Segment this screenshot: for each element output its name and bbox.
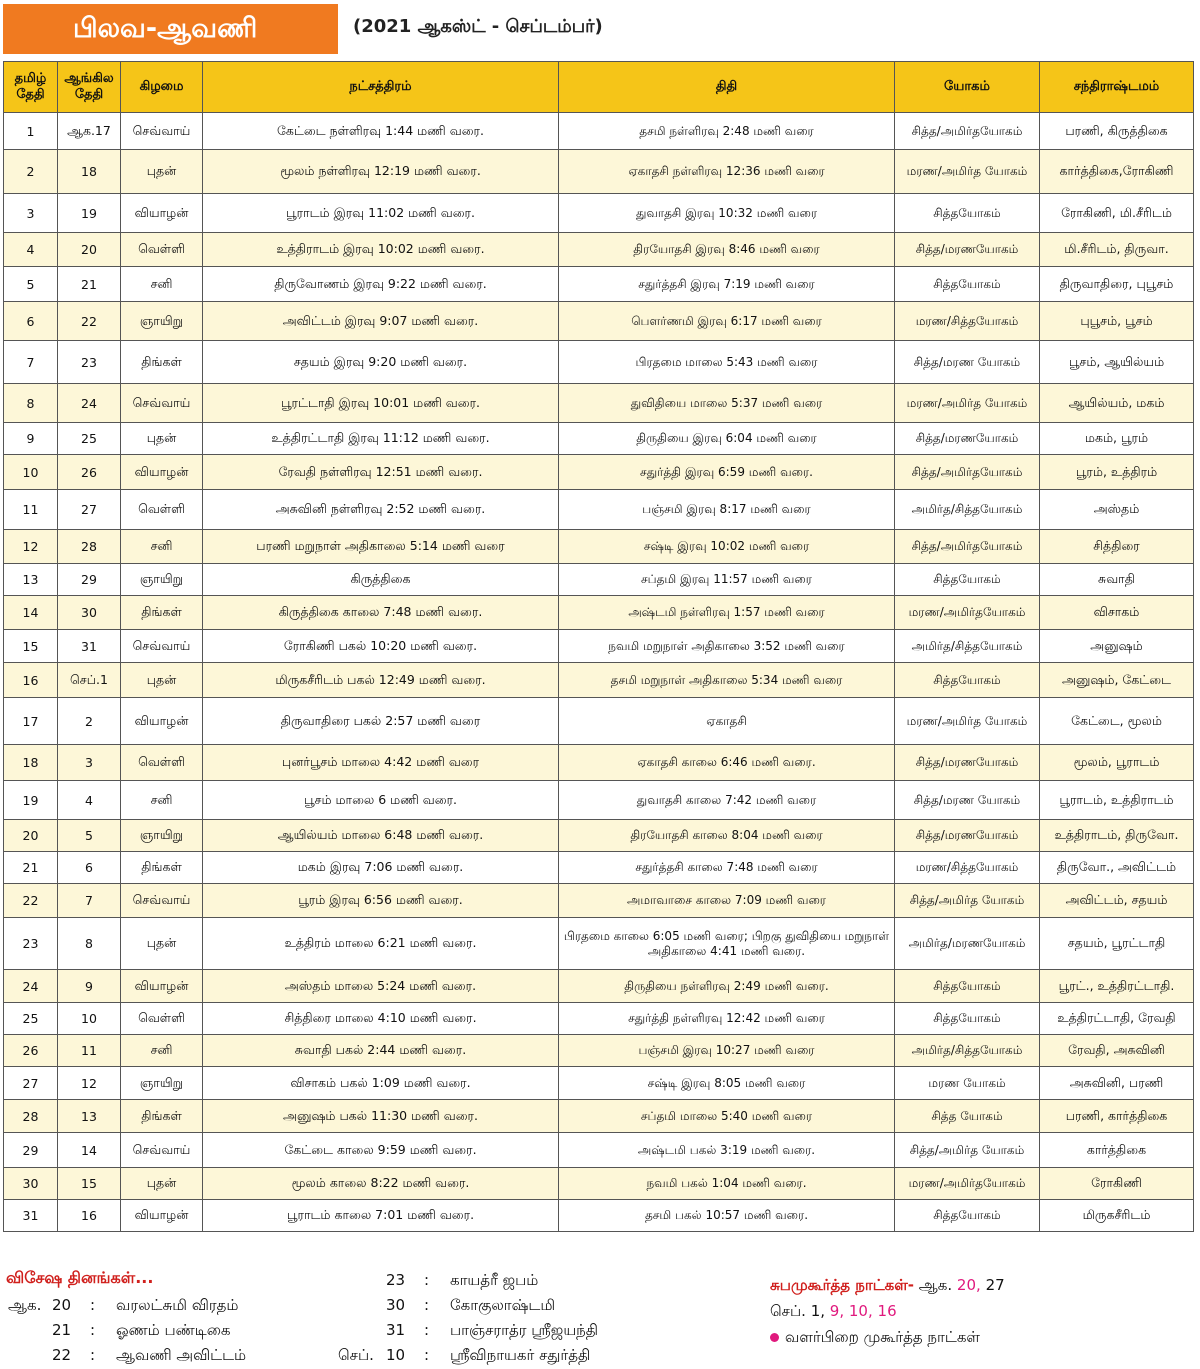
tamil-date-cell: 31: [4, 1200, 58, 1232]
yogam-cell: மரண/சித்தயோகம்: [895, 302, 1040, 341]
english-date-cell: ஆக.17: [58, 113, 121, 150]
english-date-cell: 2: [58, 698, 121, 745]
table-row: [4, 423, 1194, 455]
special-day-event: ஸ்ரீவிநாயகர் சதுர்த்தி: [450, 1346, 591, 1364]
tithi-cell: பஞ்சமி இரவு 10:27 மணி வரை: [559, 1035, 895, 1067]
weekday-cell: திங்கள்: [121, 852, 203, 884]
chandrashtamam-cell: அனுஷம், கேட்டை: [1040, 663, 1194, 698]
tithi-cell: பௌர்ணமி இரவு 6:17 மணி வரை: [559, 302, 895, 341]
tithi-cell: ஏகாதசி காலை 6:46 மணி வரை.: [559, 745, 895, 781]
nakshatra-cell: மூலம் நள்ளிரவு 12:19 மணி வரை.: [203, 150, 559, 194]
yogam-cell: அமிர்த/சித்தயோகம்: [895, 630, 1040, 663]
table-row: [4, 1003, 1194, 1035]
tithi-cell: துவிதியை மாலை 5:37 மணி வரை: [559, 384, 895, 423]
tithi-cell: ஏகாதசி: [559, 698, 895, 745]
nakshatra-cell: மகம் இரவு 7:06 மணி வரை.: [203, 852, 559, 884]
weekday-cell: வெள்ளி: [121, 490, 203, 530]
muhurtham-line-sep: [770, 1302, 897, 1322]
yogam-cell: சித்த/மரணயோகம்: [895, 423, 1040, 455]
tamil-date-cell: 26: [4, 1035, 58, 1067]
tithi-cell: திரயோதசி இரவு 8:46 மணி வரை: [559, 233, 895, 267]
tithi-cell: பஞ்சமி இரவு 8:17 மணி வரை: [559, 490, 895, 530]
chandrashtamam-cell: சுவாதி: [1040, 564, 1194, 596]
special-day-event: ஓணம் பண்டிகை: [116, 1321, 231, 1339]
weekday-cell: புதன்: [121, 150, 203, 194]
table-row: [4, 918, 1194, 970]
tithi-cell: அமாவாசை காலை 7:09 மணி வரை: [559, 884, 895, 918]
yogam-cell: சித்த/அமிர்த யோகம்: [895, 1133, 1040, 1168]
yogam-cell: சித்த/மரணயோகம்: [895, 745, 1040, 781]
tamil-date-cell: 19: [4, 781, 58, 820]
english-date-cell: 10: [58, 1003, 121, 1035]
special-day-event: பாஞ்சராத்ர ஸ்ரீஜயந்தி: [450, 1321, 599, 1339]
table-row: [4, 698, 1194, 745]
table-row: [4, 302, 1194, 341]
special-day-event: கோகுலாஷ்டமி: [450, 1296, 556, 1314]
table-row: [4, 781, 1194, 820]
english-date-cell: 6: [58, 852, 121, 884]
weekday-cell: வியாழன்: [121, 698, 203, 745]
tithi-cell: சதுர்த்தி நள்ளிரவு 12:42 மணி வரை: [559, 1003, 895, 1035]
chandrashtamam-cell: சித்திரை: [1040, 530, 1194, 564]
yogam-cell: சித்தயோகம்: [895, 267, 1040, 302]
muhurtham-line-aug: [770, 1276, 1005, 1296]
chandrashtamam-cell: புபூசம், பூசம்: [1040, 302, 1194, 341]
yogam-cell: சித்தயோகம்: [895, 1003, 1040, 1035]
english-date-cell: 15: [58, 1168, 121, 1200]
yogam-cell: அமிர்த/சித்தயோகம்: [895, 490, 1040, 530]
table-row: [4, 1200, 1194, 1232]
tithi-cell: சப்தமி மாலை 5:40 மணி வரை: [559, 1100, 895, 1133]
table-row: [4, 1100, 1194, 1133]
tamil-date-cell: 12: [4, 530, 58, 564]
weekday-cell: வெள்ளி: [121, 745, 203, 781]
muhurtham-legend-text: வளர்பிறை முகூர்த்த நாட்கள்: [785, 1328, 980, 1346]
tamil-date-cell: 24: [4, 970, 58, 1003]
chandrashtamam-cell: மூலம், பூராடம்: [1040, 745, 1194, 781]
nakshatra-cell: பூரம் இரவு 6:56 மணி வரை.: [203, 884, 559, 918]
weekday-cell: சனி: [121, 1035, 203, 1067]
table-row: [4, 194, 1194, 233]
weekday-cell: செவ்வாய்: [121, 113, 203, 150]
yogam-cell: மரண/அமிர்த யோகம்: [895, 698, 1040, 745]
tamil-date-cell: 5: [4, 267, 58, 302]
english-date-cell: 7: [58, 884, 121, 918]
col-header-weekday: கிழமை: [121, 62, 203, 113]
nakshatra-cell: கேட்டை காலை 9:59 மணி வரை.: [203, 1133, 559, 1168]
chandrashtamam-cell: ரேவதி, அசுவினி: [1040, 1035, 1194, 1067]
tamil-date-cell: 13: [4, 564, 58, 596]
separator: :: [90, 1296, 96, 1314]
chandrashtamam-cell: அவிட்டம், சதயம்: [1040, 884, 1194, 918]
tamil-date-cell: 7: [4, 341, 58, 384]
separator: :: [424, 1271, 430, 1289]
english-date-cell: 20: [58, 233, 121, 267]
tithi-cell: தசமி மறுநாள் அதிகாலை 5:34 மணி வரை: [559, 663, 895, 698]
footer: [0, 1262, 1200, 1369]
nakshatra-cell: பரணி மறுநாள் அதிகாலை 5:14 மணி வரை: [203, 530, 559, 564]
nakshatra-cell: விசாகம் பகல் 1:09 மணி வரை.: [203, 1067, 559, 1100]
weekday-cell: செவ்வாய்: [121, 384, 203, 423]
english-date-cell: 31: [58, 630, 121, 663]
table-row: [4, 384, 1194, 423]
muhurtham-date: 27: [985, 1276, 1005, 1294]
tamil-date-cell: 11: [4, 490, 58, 530]
muhurtham-date: 9,: [829, 1302, 845, 1320]
yogam-cell: மரண யோகம்: [895, 1067, 1040, 1100]
separator: :: [424, 1346, 430, 1364]
english-date-cell: 11: [58, 1035, 121, 1067]
tithi-cell: நவமி பகல் 1:04 மணி வரை.: [559, 1168, 895, 1200]
weekday-cell: வியாழன்: [121, 455, 203, 490]
tithi-cell: சஷ்டி இரவு 8:05 மணி வரை: [559, 1067, 895, 1100]
table-row: [4, 233, 1194, 267]
muhurtham-sep-label: செப்.: [770, 1302, 806, 1320]
chandrashtamam-cell: சதயம், பூரட்டாதி: [1040, 918, 1194, 970]
nakshatra-cell: பூராடம் இரவு 11:02 மணி வரை.: [203, 194, 559, 233]
chandrashtamam-cell: அஸ்தம்: [1040, 490, 1194, 530]
weekday-cell: திங்கள்: [121, 341, 203, 384]
separator: :: [90, 1346, 96, 1364]
weekday-cell: புதன்: [121, 663, 203, 698]
nakshatra-cell: கிருத்திகை காலை 7:48 மணி வரை.: [203, 596, 559, 630]
col-header-yogam: யோகம்: [895, 62, 1040, 113]
tithi-cell: நவமி மறுநாள் அதிகாலை 3:52 மணி வரை: [559, 630, 895, 663]
special-day-event: வரலட்சுமி விரதம்: [116, 1296, 239, 1314]
table-row: [4, 530, 1194, 564]
weekday-cell: செவ்வாய்: [121, 630, 203, 663]
table-row: [4, 970, 1194, 1003]
tamil-date-cell: 18: [4, 745, 58, 781]
nakshatra-cell: கிருத்திகை: [203, 564, 559, 596]
english-date-cell: 26: [58, 455, 121, 490]
tamil-date-cell: 8: [4, 384, 58, 423]
weekday-cell: திங்கள்: [121, 1100, 203, 1133]
tamil-date-cell: 10: [4, 455, 58, 490]
tithi-cell: சதுர்த்தசி காலை 7:48 மணி வரை: [559, 852, 895, 884]
col-header-tithi: திதி: [559, 62, 895, 113]
table-row: [4, 490, 1194, 530]
weekday-cell: ஞாயிறு: [121, 1067, 203, 1100]
weekday-cell: வியாழன்: [121, 1200, 203, 1232]
aug-label: ஆக.: [8, 1296, 42, 1314]
nakshatra-cell: மூலம் காலை 8:22 மணி வரை.: [203, 1168, 559, 1200]
yogam-cell: மரண/அமிர்த யோகம்: [895, 150, 1040, 194]
tamil-date-cell: 3: [4, 194, 58, 233]
tithi-cell: திரயோதசி காலை 8:04 மணி வரை: [559, 820, 895, 852]
nakshatra-cell: மிருகசீரிடம் பகல் 12:49 மணி வரை.: [203, 663, 559, 698]
english-date-cell: 30: [58, 596, 121, 630]
special-day-date: 30: [386, 1296, 406, 1314]
tamil-date-cell: 16: [4, 663, 58, 698]
english-date-cell: 21: [58, 267, 121, 302]
tithi-cell: அஷ்டமி பகல் 3:19 மணி வரை.: [559, 1133, 895, 1168]
tithi-cell: சஷ்டி இரவு 10:02 மணி வரை: [559, 530, 895, 564]
tamil-date-cell: 4: [4, 233, 58, 267]
table-row: [4, 341, 1194, 384]
yogam-cell: சித்தயோகம்: [895, 194, 1040, 233]
table-header-row: [4, 62, 1194, 113]
yogam-cell: சித்த/மரணயோகம்: [895, 233, 1040, 267]
yogam-cell: அமிர்த/சித்தயோகம்: [895, 1035, 1040, 1067]
english-date-cell: 18: [58, 150, 121, 194]
tamil-date-cell: 20: [4, 820, 58, 852]
weekday-cell: வெள்ளி: [121, 233, 203, 267]
page-subtitle: (2021 ஆகஸ்ட் - செப்டம்பர்): [353, 16, 603, 37]
tithi-cell: ஏகாதசி நள்ளிரவு 12:36 மணி வரை: [559, 150, 895, 194]
yogam-cell: மரண/சித்தயோகம்: [895, 852, 1040, 884]
page-title: பிலவ-ஆவணி: [3, 4, 338, 54]
english-date-cell: 27: [58, 490, 121, 530]
chandrashtamam-cell: விசாகம்: [1040, 596, 1194, 630]
weekday-cell: புதன்: [121, 1168, 203, 1200]
yogam-cell: சித்த/அமிர்தயோகம்: [895, 113, 1040, 150]
table-row: [4, 113, 1194, 150]
chandrashtamam-cell: கார்த்திகை,ரோகிணி: [1040, 150, 1194, 194]
tamil-date-cell: 28: [4, 1100, 58, 1133]
table-row: [4, 820, 1194, 852]
nakshatra-cell: பூராடம் காலை 7:01 மணி வரை.: [203, 1200, 559, 1232]
muhurtham-date: 20,: [956, 1276, 981, 1294]
yogam-cell: சித்தயோகம்: [895, 564, 1040, 596]
weekday-cell: ஞாயிறு: [121, 564, 203, 596]
tithi-cell: அஷ்டமி நள்ளிரவு 1:57 மணி வரை: [559, 596, 895, 630]
english-date-cell: 25: [58, 423, 121, 455]
col-header-english-date: ஆங்கில தேதி: [58, 62, 121, 113]
special-day-date: 31: [386, 1321, 406, 1339]
chandrashtamam-cell: ரோகிணி: [1040, 1168, 1194, 1200]
chandrashtamam-cell: அனுஷம்: [1040, 630, 1194, 663]
yogam-cell: சித்த/அமிர்தயோகம்: [895, 530, 1040, 564]
special-day-event: காயத்ரீ ஜபம்: [450, 1271, 539, 1289]
separator: :: [424, 1296, 430, 1314]
chandrashtamam-cell: திருவோ., அவிட்டம்: [1040, 852, 1194, 884]
table-row: [4, 1168, 1194, 1200]
tamil-date-cell: 23: [4, 918, 58, 970]
tithi-cell: தசமி பகல் 10:57 மணி வரை.: [559, 1200, 895, 1232]
tamil-date-cell: 29: [4, 1133, 58, 1168]
tamil-date-cell: 1: [4, 113, 58, 150]
chandrashtamam-cell: ஆயில்யம், மகம்: [1040, 384, 1194, 423]
weekday-cell: சனி: [121, 530, 203, 564]
tamil-date-cell: 9: [4, 423, 58, 455]
table-row: [4, 1067, 1194, 1100]
weekday-cell: வெள்ளி: [121, 1003, 203, 1035]
sep-label: செப்.: [338, 1346, 374, 1364]
chandrashtamam-cell: மிருகசீரிடம்: [1040, 1200, 1194, 1232]
tamil-date-cell: 21: [4, 852, 58, 884]
tamil-date-cell: 30: [4, 1168, 58, 1200]
nakshatra-cell: அஸ்தம் மாலை 5:24 மணி வரை.: [203, 970, 559, 1003]
english-date-cell: 28: [58, 530, 121, 564]
nakshatra-cell: கேட்டை நள்ளிரவு 1:44 மணி வரை.: [203, 113, 559, 150]
tithi-cell: துவாதசி காலை 7:42 மணி வரை: [559, 781, 895, 820]
special-day-date: 10: [386, 1346, 406, 1364]
english-date-cell: 24: [58, 384, 121, 423]
table-row: [4, 852, 1194, 884]
chandrashtamam-cell: உத்திரட்டாதி, ரேவதி: [1040, 1003, 1194, 1035]
yogam-cell: சித்த/அமிர்தயோகம்: [895, 455, 1040, 490]
english-date-cell: செப்.1: [58, 663, 121, 698]
special-day-date: 23: [386, 1271, 406, 1289]
tithi-cell: சதுர்த்தி இரவு 6:59 மணி வரை.: [559, 455, 895, 490]
chandrashtamam-cell: பூரம், உத்திரம்: [1040, 455, 1194, 490]
chandrashtamam-cell: பரணி, கிருத்திகை: [1040, 113, 1194, 150]
table-row: [4, 884, 1194, 918]
english-date-cell: 9: [58, 970, 121, 1003]
col-header-nakshatra: நட்சத்திரம்: [203, 62, 559, 113]
muhurtham-date: 16: [877, 1302, 897, 1320]
nakshatra-cell: உத்திரட்டாதி இரவு 11:12 மணி வரை.: [203, 423, 559, 455]
weekday-cell: ஞாயிறு: [121, 302, 203, 341]
table-row: [4, 267, 1194, 302]
nakshatra-cell: திருவோணம் இரவு 9:22 மணி வரை.: [203, 267, 559, 302]
tithi-cell: பிரதமை மாலை 5:43 மணி வரை: [559, 341, 895, 384]
weekday-cell: சனி: [121, 781, 203, 820]
nakshatra-cell: அவிட்டம் இரவு 9:07 மணி வரை.: [203, 302, 559, 341]
weekday-cell: சனி: [121, 267, 203, 302]
yogam-cell: சித்த/மரண யோகம்: [895, 781, 1040, 820]
chandrashtamam-cell: பூசம், ஆயில்யம்: [1040, 341, 1194, 384]
tamil-date-cell: 2: [4, 150, 58, 194]
special-day-event: ஆவணி அவிட்டம்: [116, 1346, 247, 1364]
table-row: [4, 745, 1194, 781]
table-row: [4, 564, 1194, 596]
english-date-cell: 12: [58, 1067, 121, 1100]
table-row: [4, 630, 1194, 663]
chandrashtamam-cell: திருவாதிரை, புபூசம்: [1040, 267, 1194, 302]
table-row: [4, 455, 1194, 490]
yogam-cell: மரண/அமிர்தயோகம்: [895, 596, 1040, 630]
chandrashtamam-cell: உத்திராடம், திருவோ.: [1040, 820, 1194, 852]
tamil-date-cell: 6: [4, 302, 58, 341]
nakshatra-cell: திருவாதிரை பகல் 2:57 மணி வரை: [203, 698, 559, 745]
muhurtham-date: 10,: [848, 1302, 873, 1320]
nakshatra-cell: உத்திரம் மாலை 6:21 மணி வரை.: [203, 918, 559, 970]
tithi-cell: திருதியை இரவு 6:04 மணி வரை: [559, 423, 895, 455]
col-header-tamil-date: தமிழ் தேதி: [4, 62, 58, 113]
tithi-cell: சதுர்த்தசி இரவு 7:19 மணி வரை: [559, 267, 895, 302]
table-row: [4, 663, 1194, 698]
yogam-cell: அமிர்த/மரணயோகம்: [895, 918, 1040, 970]
muhurtham-date: 1,: [810, 1302, 826, 1320]
chandrashtamam-cell: கார்த்திகை: [1040, 1133, 1194, 1168]
tamil-date-cell: 14: [4, 596, 58, 630]
separator: :: [90, 1321, 96, 1339]
chandrashtamam-cell: மி.சீரிடம், திருவா.: [1040, 233, 1194, 267]
chandrashtamam-cell: பூரட்., உத்திரட்டாதி.: [1040, 970, 1194, 1003]
nakshatra-cell: சித்திரை மாலை 4:10 மணி வரை.: [203, 1003, 559, 1035]
nakshatra-cell: அசுவினி நள்ளிரவு 2:52 மணி வரை.: [203, 490, 559, 530]
tithi-cell: பிரதமை காலை 6:05 மணி வரை; பிறகு துவிதியை மறுநாள் அதிகாலை 4:41 மணி வரை.: [559, 918, 895, 970]
weekday-cell: புதன்: [121, 423, 203, 455]
col-header-chandrashtamam: சந்திராஷ்டமம்: [1040, 62, 1194, 113]
nakshatra-cell: பூரட்டாதி இரவு 10:01 மணி வரை.: [203, 384, 559, 423]
weekday-cell: திங்கள்: [121, 596, 203, 630]
calendar-table: [3, 61, 1194, 1232]
table-row: [4, 1035, 1194, 1067]
special-day-date: 20: [52, 1296, 72, 1314]
tithi-cell: துவாதசி இரவு 10:32 மணி வரை: [559, 194, 895, 233]
yogam-cell: சித்த/மரண யோகம்: [895, 341, 1040, 384]
nakshatra-cell: பூசம் மாலை 6 மணி வரை.: [203, 781, 559, 820]
english-date-cell: 16: [58, 1200, 121, 1232]
page-header: [3, 4, 1193, 54]
english-date-cell: 14: [58, 1133, 121, 1168]
weekday-cell: செவ்வாய்: [121, 1133, 203, 1168]
yogam-cell: சித்தயோகம்: [895, 1200, 1040, 1232]
nakshatra-cell: புனர்பூசம் மாலை 4:42 மணி வரை: [203, 745, 559, 781]
english-date-cell: 3: [58, 745, 121, 781]
tithi-cell: திருதியை நள்ளிரவு 2:49 மணி வரை.: [559, 970, 895, 1003]
nakshatra-cell: ஆயில்யம் மாலை 6:48 மணி வரை.: [203, 820, 559, 852]
english-date-cell: 19: [58, 194, 121, 233]
muhurtham-title: சுபமுகூர்த்த நாட்கள்-: [770, 1276, 915, 1294]
special-day-date: 22: [52, 1346, 72, 1364]
chandrashtamam-cell: பூராடம், உத்திராடம்: [1040, 781, 1194, 820]
nakshatra-cell: ரோகிணி பகல் 10:20 மணி வரை.: [203, 630, 559, 663]
muhurtham-aug-label: ஆக.: [918, 1276, 953, 1294]
yogam-cell: சித்த/மரணயோகம்: [895, 820, 1040, 852]
english-date-cell: 13: [58, 1100, 121, 1133]
weekday-cell: வியாழன்: [121, 194, 203, 233]
chandrashtamam-cell: அசுவினி, பரணி: [1040, 1067, 1194, 1100]
nakshatra-cell: உத்திராடம் இரவு 10:02 மணி வரை.: [203, 233, 559, 267]
weekday-cell: வியாழன்: [121, 970, 203, 1003]
table-row: [4, 150, 1194, 194]
nakshatra-cell: ரேவதி நள்ளிரவு 12:51 மணி வரை.: [203, 455, 559, 490]
yogam-cell: மரண/அமிர்த யோகம்: [895, 384, 1040, 423]
weekday-cell: செவ்வாய்: [121, 884, 203, 918]
tamil-date-cell: 27: [4, 1067, 58, 1100]
english-date-cell: 23: [58, 341, 121, 384]
tamil-date-cell: 17: [4, 698, 58, 745]
yogam-cell: சித்தயோகம்: [895, 663, 1040, 698]
weekday-cell: ஞாயிறு: [121, 820, 203, 852]
english-date-cell: 8: [58, 918, 121, 970]
tamil-date-cell: 25: [4, 1003, 58, 1035]
yogam-cell: சித்தயோகம்: [895, 970, 1040, 1003]
special-days-title: விசேஷ தினங்கள்...: [6, 1268, 154, 1287]
tamil-date-cell: 15: [4, 630, 58, 663]
chandrashtamam-cell: மகம், பூரம்: [1040, 423, 1194, 455]
yogam-cell: மரண/அமிர்தயோகம்: [895, 1168, 1040, 1200]
nakshatra-cell: அனுஷம் பகல் 11:30 மணி வரை.: [203, 1100, 559, 1133]
muhurtham-legend: [770, 1328, 980, 1348]
weekday-cell: புதன்: [121, 918, 203, 970]
chandrashtamam-cell: ரோகிணி, மி.சீரிடம்: [1040, 194, 1194, 233]
pink-dot-icon: [770, 1333, 779, 1342]
chandrashtamam-cell: கேட்டை, மூலம்: [1040, 698, 1194, 745]
english-date-cell: 5: [58, 820, 121, 852]
separator: :: [424, 1321, 430, 1339]
yogam-cell: சித்த யோகம்: [895, 1100, 1040, 1133]
tithi-cell: தசமி நள்ளிரவு 2:48 மணி வரை: [559, 113, 895, 150]
tamil-date-cell: 22: [4, 884, 58, 918]
special-day-date: 21: [52, 1321, 72, 1339]
chandrashtamam-cell: பரணி, கார்த்திகை: [1040, 1100, 1194, 1133]
nakshatra-cell: சதயம் இரவு 9:20 மணி வரை.: [203, 341, 559, 384]
yogam-cell: சித்த/அமிர்த யோகம்: [895, 884, 1040, 918]
english-date-cell: 22: [58, 302, 121, 341]
table-row: [4, 596, 1194, 630]
tithi-cell: சப்தமி இரவு 11:57 மணி வரை: [559, 564, 895, 596]
english-date-cell: 4: [58, 781, 121, 820]
english-date-cell: 29: [58, 564, 121, 596]
table-row: [4, 1133, 1194, 1168]
nakshatra-cell: சுவாதி பகல் 2:44 மணி வரை.: [203, 1035, 559, 1067]
